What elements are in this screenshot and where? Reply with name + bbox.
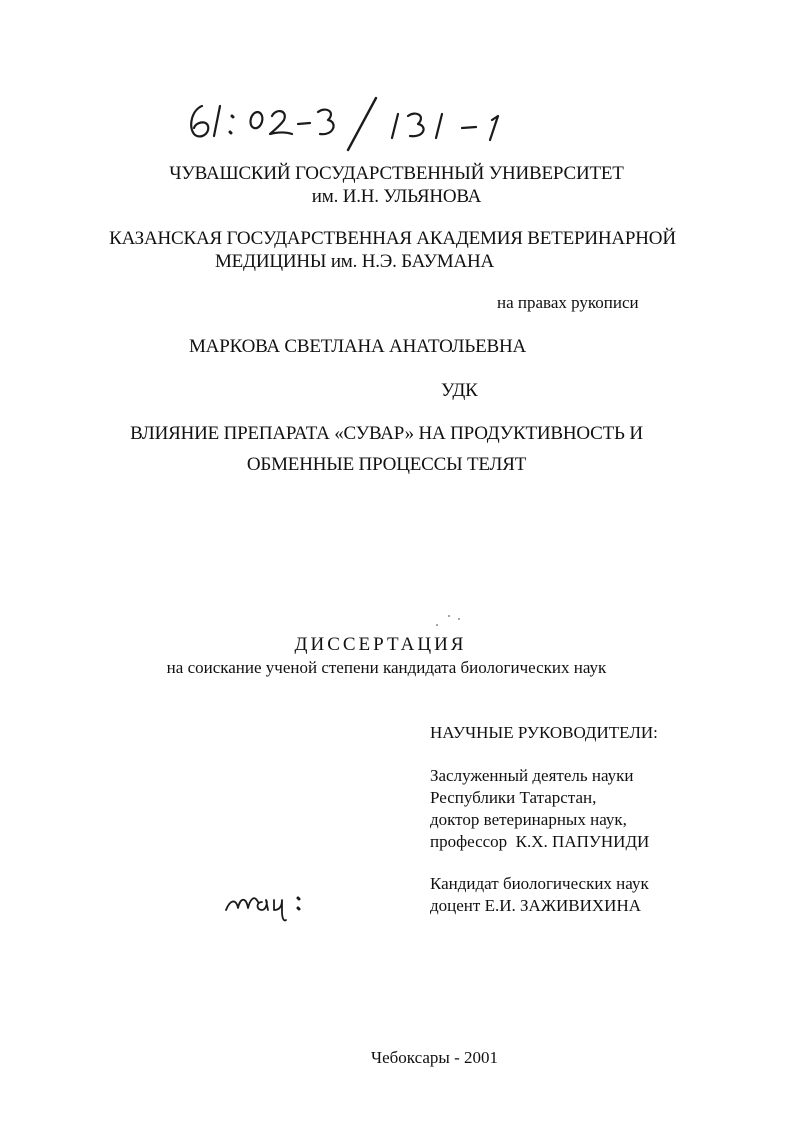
supervisor-1-line: Республики Татарстан, — [430, 788, 597, 807]
supervisor-2-line: доцент Е.И. ЗАЖИВИХИНА — [430, 896, 642, 915]
dissertation-heading: ДИССЕРТАЦИЯ — [294, 634, 467, 655]
dissertation-title-line2: ОБМЕННЫЕ ПРОЦЕССЫ ТЕЛЯТ — [246, 454, 527, 475]
handwritten-signature — [222, 876, 342, 926]
udk-label: УДК — [441, 380, 478, 401]
city-year: Чебоксары - 2001 — [371, 1048, 498, 1067]
supervisor-1-line: профессор К.Х. ПАПУНИДИ — [430, 832, 650, 851]
scan-speck — [436, 624, 438, 626]
academy-name-line1: КАЗАНСКАЯ ГОСУДАРСТВЕННАЯ АКАДЕМИЯ ВЕТЕРИНАРНОЙ — [109, 228, 676, 249]
scan-speck — [458, 618, 460, 620]
academy-name-line2: МЕДИЦИНЫ им. Н.Э. БАУМАНА — [214, 251, 495, 272]
dissertation-title-line1: ВЛИЯНИЕ ПРЕПАРАТА «СУВАР» НА ПРОДУКТИВНОСТЬ И — [130, 423, 643, 444]
author-name: МАРКОВА СВЕТЛАНА АНАТОЛЬЕВНА — [188, 336, 526, 357]
supervisors-heading: НАУЧНЫЕ РУКОВОДИТЕЛИ: — [430, 723, 658, 742]
university-name-line1: ЧУВАШСКИЙ ГОСУДАРСТВЕННЫЙ УНИВЕРСИТЕТ — [169, 163, 624, 184]
manuscript-note: на правах рукописи — [497, 293, 639, 312]
supervisor-1-line: доктор ветеринарных наук, — [430, 810, 627, 829]
scan-speck — [448, 615, 450, 617]
supervisor-1-line: Заслуженный деятель науки — [430, 766, 634, 785]
dissertation-subtitle: на соискание ученой степени кандидата биологических наук — [166, 658, 607, 677]
supervisor-2-line: Кандидат биологических наук — [430, 874, 649, 893]
university-name-line2: им. И.Н. УЛЬЯНОВА — [311, 186, 482, 207]
handwritten-archive-code — [180, 92, 540, 152]
